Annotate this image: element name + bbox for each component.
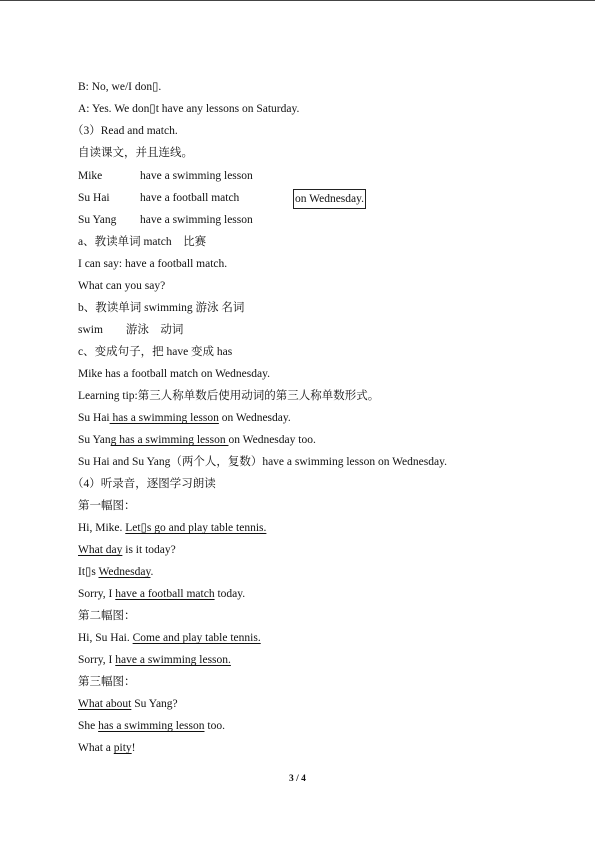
match-name: Su Yang (78, 214, 117, 226)
dialogue-swimming-lesson (78, 651, 231, 669)
sentence-su-yang (78, 431, 316, 449)
picture-label-3: 第三幅图： (78, 676, 136, 688)
picture-label-2: 第二幅图： (78, 610, 136, 622)
match-row-mike (78, 167, 253, 185)
sentence-plural: Su Hai and Su Yang（两个人，复数）have a swimming lesson on Wednesday. (78, 456, 447, 468)
underlined-phrase: g has a swimming lesson (110, 434, 229, 446)
example-line: I can say: have a football match. (78, 258, 228, 270)
sentence-subject: Su Hai (78, 412, 110, 424)
underlined-phrase: What day (78, 544, 123, 556)
underlined-phrase: pity (113, 742, 132, 754)
learning-tip: Learning tip:第三人称单数后使用动词的第三人称单数形式。 (78, 390, 380, 402)
dialogue-football-match (78, 585, 245, 603)
dialogue-text: What a (78, 742, 114, 754)
dialogue-text: Sorry, I (78, 588, 116, 600)
underlined-phrase: What about (78, 698, 132, 710)
underlined-phrase: Wednesday (98, 566, 151, 578)
match-activity: have a football match (140, 192, 240, 204)
sentence-tail: on Wednesday too. (228, 434, 316, 446)
underlined-phrase: have a swimming lesson. (115, 654, 231, 666)
dialogue-hi-mike (78, 519, 266, 537)
dialogue-what-about (78, 695, 178, 713)
example-sentence-mike: Mike has a football match on Wednesday. (78, 368, 270, 380)
underlined-phrase: has a swimming lesson (98, 720, 205, 732)
match-day-box: on Wednesday. (293, 189, 366, 209)
dialogue-line-a: A: Yes. We don▯t have any lessons on Saturday. (78, 103, 300, 115)
match-row-su-yang (78, 211, 253, 229)
instruction-line-has: c、变成句子，把 have 变成 has (78, 346, 233, 358)
picture-label-1: 第一幅图： (78, 500, 136, 512)
match-name: Su Hai (78, 192, 110, 204)
match-name: Mike (78, 170, 103, 182)
dialogue-she-has (78, 717, 225, 735)
dialogue-hi-su-hai (78, 629, 261, 647)
dialogue-text: Hi, Su Hai. (78, 632, 133, 644)
match-activity: have a swimming lesson (140, 214, 253, 226)
dialogue-text: ! (131, 742, 136, 754)
dialogue-text: It▯s (78, 566, 99, 578)
match-row-su-hai (78, 189, 365, 207)
dialogue-text: . (150, 566, 154, 578)
vocab-line-swimming: b、教读单词 swimming 游泳 名词 (78, 302, 245, 314)
match-activity: have a swimming lesson (140, 170, 253, 182)
dialogue-what-day (78, 541, 176, 559)
dialogue-text: is it today? (122, 544, 176, 556)
section-heading-read-match: （3）Read and match. (72, 125, 178, 137)
dialogue-its-wednesday (78, 563, 153, 581)
page-number: 3 / 4 (289, 774, 306, 784)
section-heading-listen: （4）听录音，逐图学习朗读 (72, 478, 216, 490)
vocab-line-match: a、教读单词 match 比赛 (78, 236, 207, 248)
question-line: What can you say? (78, 280, 166, 292)
vocab-line-swim: swim 游泳 动词 (78, 324, 184, 336)
underlined-phrase: Come and play table tennis. (132, 632, 261, 644)
sentence-subject: Su Yan (78, 434, 111, 446)
dialogue-text: She (78, 720, 99, 732)
dialogue-line-b: B: No, we/I don▯. (78, 81, 162, 93)
dialogue-text: too. (204, 720, 225, 732)
instruction-line: 自读课文，并且连线。 (78, 147, 193, 159)
dialogue-text: Hi, Mike. (78, 522, 126, 534)
dialogue-text: Sorry, I (78, 654, 116, 666)
sentence-su-hai (78, 409, 291, 427)
sentence-tail: on Wednesday. (218, 412, 291, 424)
dialogue-text: Su Yang? (131, 698, 178, 710)
dialogue-what-a-pity (78, 739, 136, 757)
underlined-phrase: has a swimming lesson (109, 412, 219, 424)
dialogue-text: today. (214, 588, 246, 600)
underlined-phrase: have a football match (115, 588, 215, 600)
underlined-phrase: Let▯s go and play table tennis. (125, 522, 267, 534)
